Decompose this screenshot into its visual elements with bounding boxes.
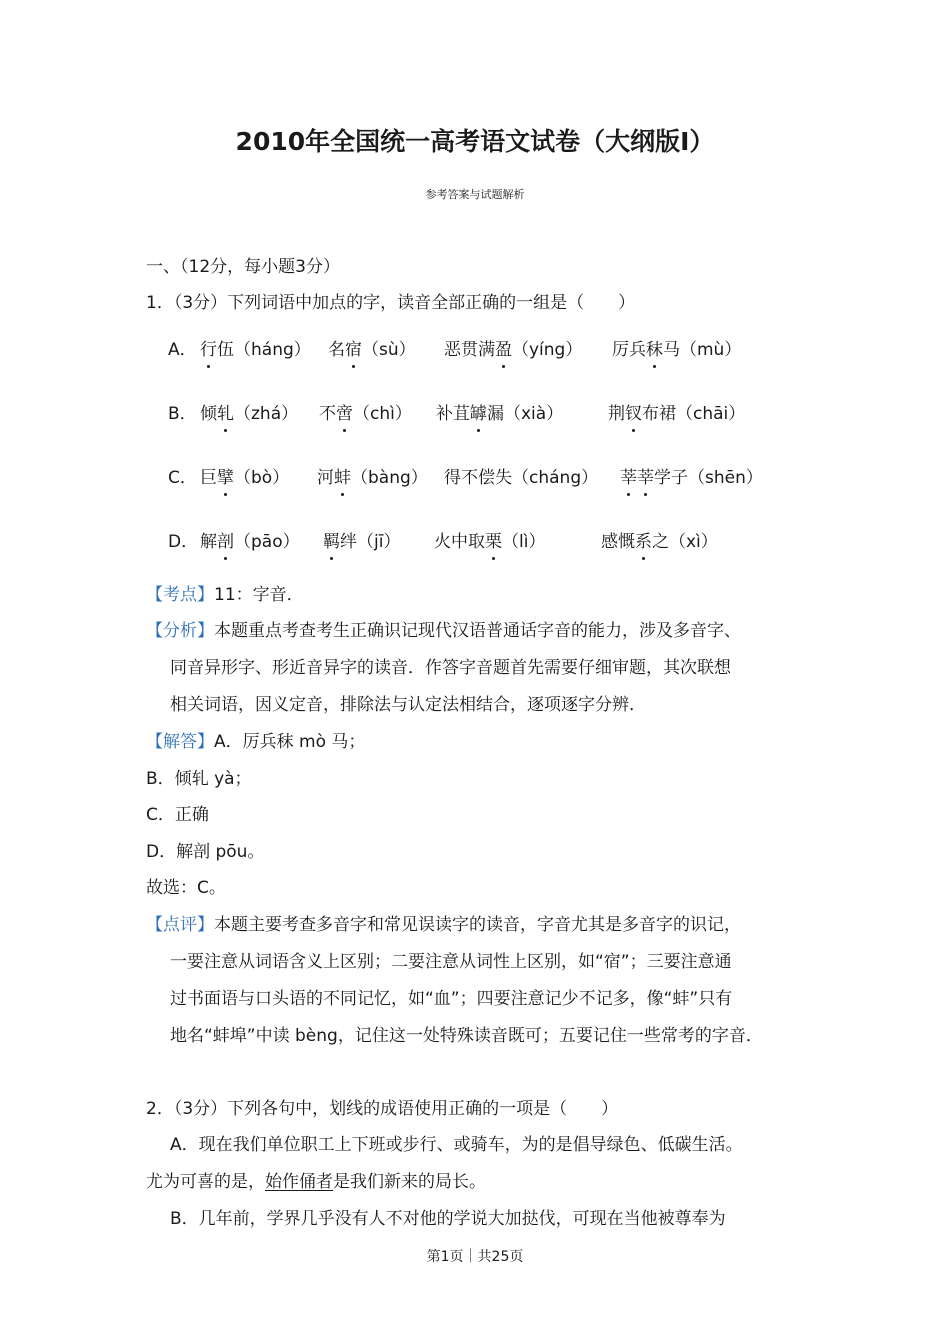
jieda-text: A．厉兵秣 mò 马； [214, 732, 366, 752]
jieda-text: B．倾轧 yà； [146, 769, 252, 789]
jieda-text: D．解剖 pōu。 [146, 842, 265, 862]
jieda-text: C．正确 [146, 805, 209, 825]
dianping-text: 过书面语与口头语的不同记忆，如“血”；四要注意记少不记多，像“蚌”只有 [170, 989, 733, 1009]
page-title: 2010年全国统一高考语文试卷（大纲版Ⅰ） [235, 127, 715, 156]
jieda-tag: 【解答】 [146, 732, 214, 752]
q2-option-b: B．几年前，学界几乎没有人不对他的学说大加挞伐，可现在当他被尊奉为 [170, 1209, 726, 1229]
jieda-row [146, 727, 365, 752]
section-heading: 一、（12分，每小题3分） [146, 257, 340, 277]
fenxi-text: 相关词语，因义定音，排除法与认定法相结合，逐项逐字分辨． [170, 695, 646, 715]
fenxi-text: 本题重点考查考生正确识记现代汉语普通话字音的能力，涉及多音字、 [214, 621, 741, 641]
underlined-idiom: 始作俑者 [265, 1172, 333, 1192]
q2-option-a: A．现在我们单位职工上下班或步行、或骑车，为的是倡导绿色、低碳生活。 [170, 1135, 743, 1155]
page-footer: 第1页｜共25页 [426, 1249, 524, 1265]
dianping-text: 地名“蚌埠”中读 bèng，记住这一处特殊读音既可；五要记住一些常考的字音． [170, 1026, 763, 1046]
dianping-tag: 【点评】 [146, 915, 214, 935]
dianping-text: 一要注意从词语含义上区别；二要注意从词性上区别，如“宿”；三要注意通 [170, 952, 732, 972]
dianping-text: 本题主要考查多音字和常见误读字的读音，字音尤其是多音字的识记， [214, 915, 741, 935]
dianping-row [146, 910, 741, 935]
fenxi-tag: 【分析】 [146, 621, 214, 641]
kaodian-text: 11：字音． [214, 585, 304, 605]
kaodian-row [146, 580, 304, 605]
jieda-answer: 故选：C。 [146, 878, 226, 898]
fenxi-text: 同音异形字、形近音异字的读音．作答字音题首先需要仔细审题，其次联想 [170, 658, 731, 678]
kaodian-tag: 【考点】 [146, 585, 214, 605]
question-2-stem: 2．（3分）下列各句中，划线的成语使用正确的一项是（ ） [146, 1099, 619, 1119]
page-subtitle: 参考答案与试题解析 [425, 188, 525, 201]
question-1-stem: 1．（3分）下列词语中加点的字，读音全部正确的一组是（ ） [146, 293, 636, 313]
q2-option-a-continued: 尤为可喜的是，始作俑者是我们新来的局长。 [146, 1172, 486, 1192]
fenxi-row [146, 616, 741, 641]
